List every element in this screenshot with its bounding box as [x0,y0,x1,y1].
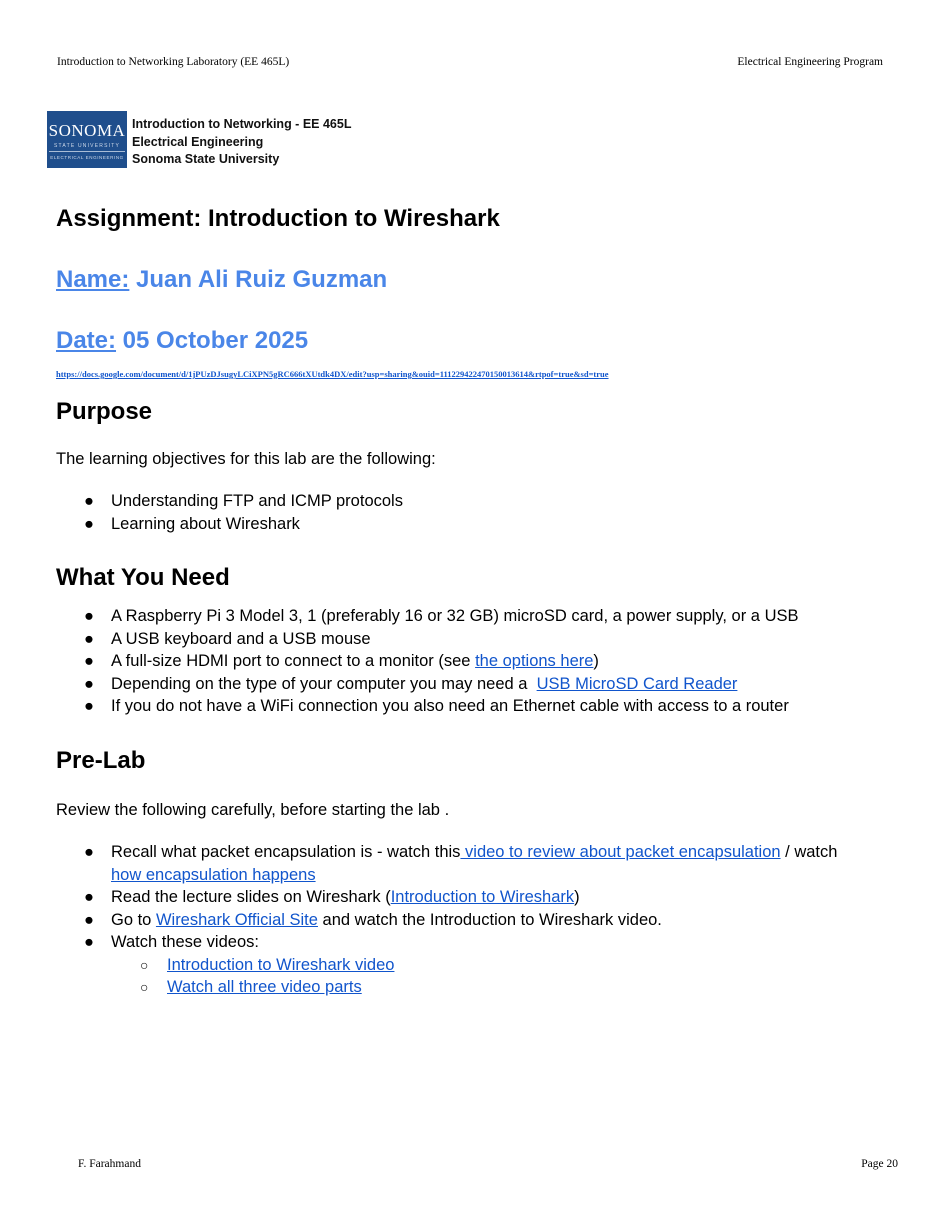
text-segment: ) [574,888,580,906]
text-segment: Go to [111,910,156,929]
footer-author: F. Farahmand [78,1158,141,1170]
footer-page-number: Page 20 [861,1158,898,1170]
text-segment: Recall what packet encapsulation is - watch this [111,843,461,861]
list-item-text [167,976,362,999]
date-value: 05 October 2025 [116,327,309,354]
list-item-text: A USB keyboard and a USB mouse [111,629,371,648]
how-encapsulation-link[interactable]: how encapsulation happens [111,865,316,884]
date-label: Date: [56,327,117,354]
purpose-intro: The learning objectives for this lab are the following: [56,450,436,468]
wireshark-site-link[interactable]: Wireshark Official Site [155,910,318,929]
header-course-title: Introduction to Networking Laboratory (EE 465L) [57,56,290,68]
list-item-text [167,954,394,977]
list-item-text: Learning about Wireshark [111,514,300,533]
bullet: ● [84,652,94,670]
bullet: ● [84,933,94,951]
name-value: Juan Ali Ruiz Guzman [129,266,388,293]
name-label: Name: [56,266,130,293]
bullet: ● [84,697,94,715]
bullet: ● [84,910,94,929]
bullet: ● [84,674,94,693]
text-segment: A full-size HDMI port to connect to a monitor (see [111,652,476,670]
pre-lab-heading: Pre-Lab [56,747,146,774]
logo-subtitle: STATE UNIVERSITY [54,143,120,149]
header-program: Electrical Engineering Program [737,56,883,68]
text-segment: / watch [780,843,838,861]
document-url-link[interactable]: https://docs.google.com/document/d/1jPUzDJsugyLCiXPN5gRC666tXUtdk4DX/edit?usp=sharing&ouid=111229422470150013614&rtpof=true&sd=true [56,369,609,379]
list-item-text: Understanding FTP and ICMP protocols [111,492,403,510]
assignment-date [56,327,308,355]
purpose-heading: Purpose [56,398,153,425]
logo-caption-line: Introduction to Networking - EE 465L [132,117,352,131]
logo-caption-line: Electrical Engineering [132,134,264,149]
list-item-text: If you do not have a WiFi connection you also need an Ethernet cable with access to a router [111,697,789,715]
card-reader-link[interactable]: USB MicroSD Card Reader [536,674,738,693]
list-item-text [111,909,662,932]
bullet: ● [84,843,94,861]
text-segment: Read the lecture slides on Wireshark ( [111,888,391,906]
three-video-parts-link[interactable]: Watch all three video parts [167,978,362,996]
list-item-text [111,673,737,696]
text-segment: and watch the Introduction to Wireshark video. [317,910,662,929]
list-item-text [111,864,316,887]
text-segment: ) [593,652,599,670]
sub-bullet: ○ [140,979,149,995]
logo-caption [132,116,351,169]
wireshark-slides-link[interactable]: Introduction to Wireshark [390,888,575,906]
sonoma-logo [47,111,127,168]
wireshark-intro-video-link[interactable]: Introduction to Wireshark video [167,955,395,974]
list-item-text [111,650,599,673]
bullet: ● [84,514,94,533]
hdmi-options-link[interactable]: the options here [475,652,594,670]
bullet: ● [84,607,94,625]
logo-wordmark: SONOMA [48,121,126,140]
list-item-text: Watch these videos: [111,933,259,951]
bullet: ● [84,492,94,510]
what-you-need-heading: What You Need [56,564,230,591]
logo-subtitle-2: ELECTRICAL ENGINEERING [50,155,124,160]
bullet: ● [84,629,94,648]
pre-lab-intro: Review the following carefully, before starting the lab . [56,801,450,819]
logo-caption-line: Sonoma State University [132,152,280,166]
text-segment: Depending on the type of your computer you may need a [111,674,537,693]
bullet: ● [84,888,94,906]
student-name [56,266,387,294]
assignment-title: Assignment: Introduction to Wireshark [56,205,500,232]
document-url[interactable] [56,369,609,379]
list-item-text [111,886,580,909]
logo-divider [49,151,125,152]
list-item-text [111,841,837,864]
list-item-text: A Raspberry Pi 3 Model 3, 1 (preferably 16 or 32 GB) microSD card, a power supply, or a USB [111,607,799,625]
sub-bullet: ○ [140,956,149,973]
encapsulation-video-link[interactable]: video to review about packet encapsulation [460,843,781,861]
